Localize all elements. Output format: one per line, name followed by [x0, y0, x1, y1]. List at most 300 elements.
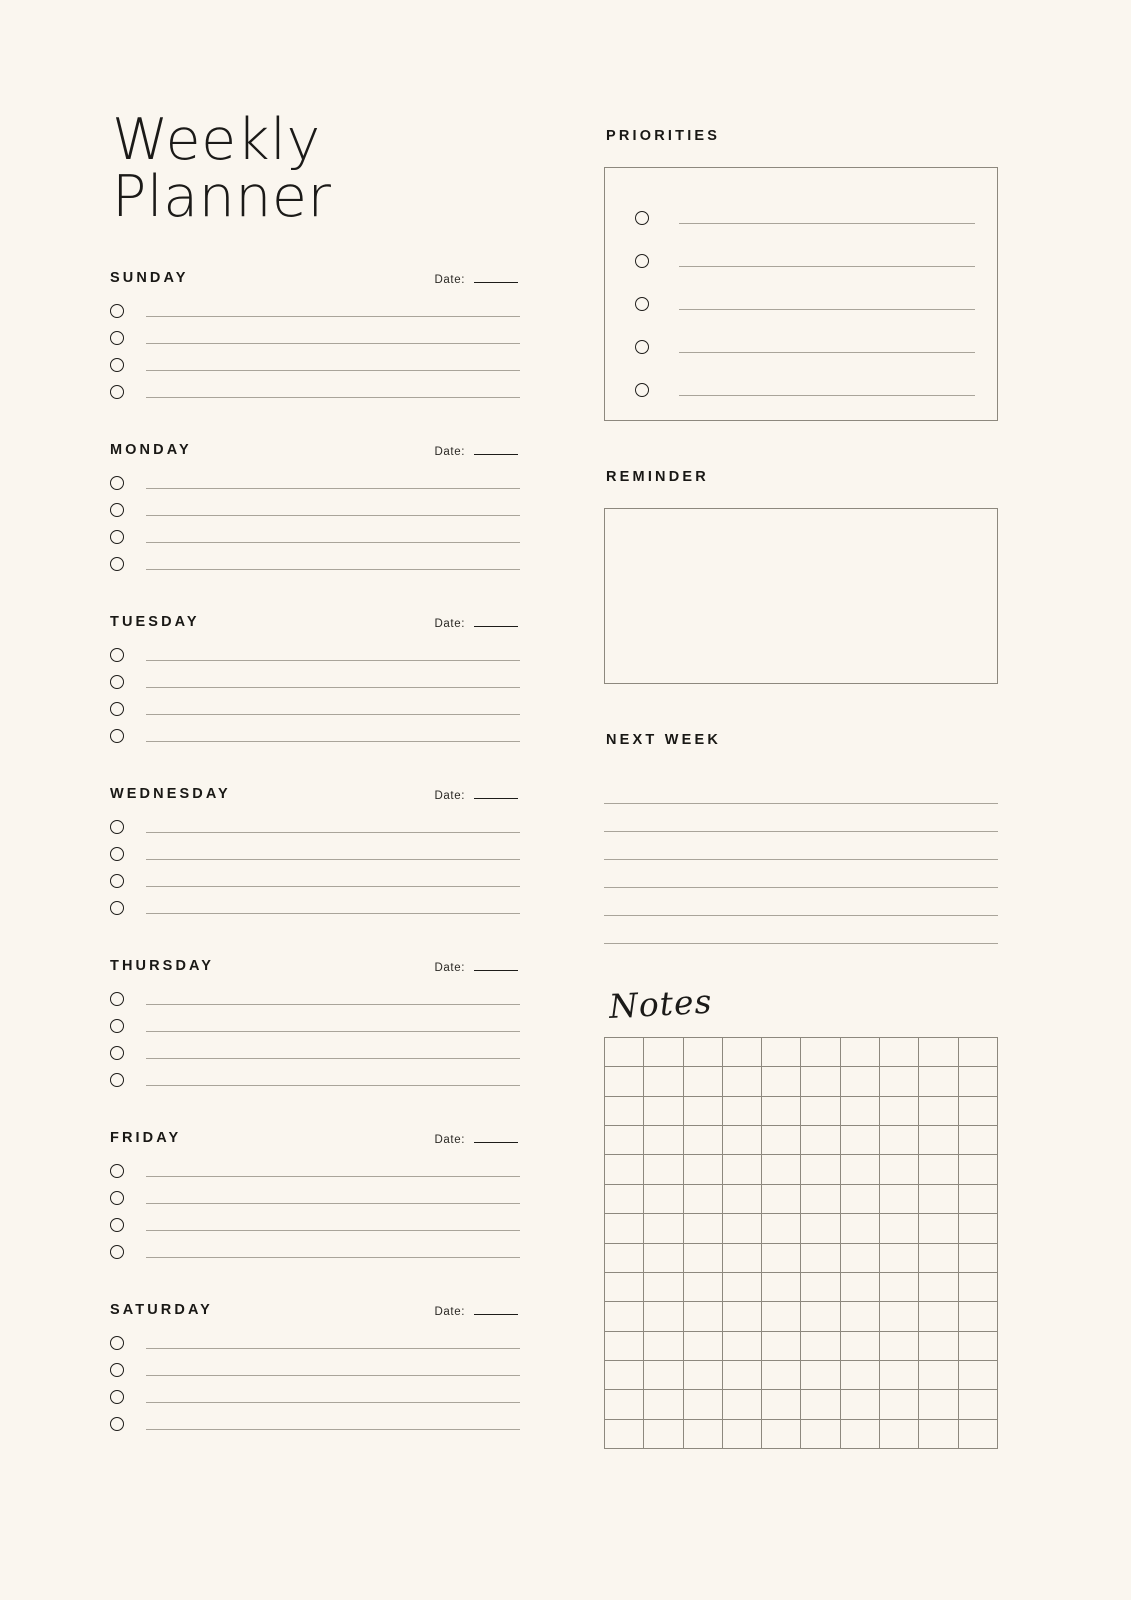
grid-cell [959, 1390, 998, 1419]
notes-grid[interactable] [604, 1037, 998, 1449]
grid-cell [644, 1420, 683, 1449]
priority-write-line[interactable] [679, 266, 975, 267]
date-write-line[interactable] [474, 1314, 518, 1315]
task-write-line[interactable] [146, 569, 520, 570]
grid-cell [801, 1097, 840, 1126]
grid-cell [841, 1273, 880, 1302]
day-header [110, 1296, 520, 1318]
checkbox-circle-icon[interactable] [110, 702, 124, 716]
task-row[interactable] [110, 1410, 520, 1437]
grid-cell [801, 1155, 840, 1184]
checkbox-circle-icon[interactable] [110, 1191, 124, 1205]
grid-cell [644, 1038, 683, 1067]
grid-cell [684, 1185, 723, 1214]
grid-cell [762, 1097, 801, 1126]
grid-cell [762, 1420, 801, 1449]
grid-cell [841, 1332, 880, 1361]
task-row[interactable] [110, 297, 520, 324]
priority-write-line[interactable] [679, 352, 975, 353]
grid-cell [959, 1097, 998, 1126]
task-write-line[interactable] [146, 397, 520, 398]
grid-cell [841, 1097, 880, 1126]
grid-cell [919, 1155, 958, 1184]
next-week-write-line[interactable] [604, 888, 998, 916]
task-row[interactable] [110, 840, 520, 867]
checkbox-circle-icon[interactable] [110, 1245, 124, 1259]
grid-cell [605, 1390, 644, 1419]
grid-cell [644, 1361, 683, 1390]
task-row[interactable] [110, 894, 520, 921]
task-write-line[interactable] [146, 1375, 520, 1376]
priorities-box[interactable] [604, 167, 998, 421]
grid-cell [880, 1244, 919, 1273]
page-title: Weekly Planner [112, 107, 332, 230]
grid-cell [919, 1420, 958, 1449]
day-block-monday [110, 436, 520, 577]
grid-cell [605, 1244, 644, 1273]
checkbox-circle-icon[interactable] [110, 358, 124, 372]
grid-cell [880, 1067, 919, 1096]
grid-cell [841, 1038, 880, 1067]
next-week-write-line[interactable] [604, 804, 998, 832]
grid-cell [684, 1244, 723, 1273]
grid-cell [801, 1361, 840, 1390]
grid-cell [605, 1038, 644, 1067]
checkbox-circle-icon[interactable] [110, 503, 124, 517]
grid-cell [644, 1185, 683, 1214]
grid-cell [605, 1302, 644, 1331]
grid-cell [959, 1038, 998, 1067]
checkbox-circle-icon[interactable] [110, 992, 124, 1006]
next-week-title: NEXT WEEK [606, 732, 721, 748]
grid-cell [644, 1332, 683, 1361]
days-column [110, 107, 520, 1468]
task-write-line[interactable] [146, 1402, 520, 1403]
grid-cell [605, 1067, 644, 1096]
day-header [110, 952, 520, 974]
task-row[interactable] [110, 1383, 520, 1410]
task-write-line[interactable] [146, 1004, 520, 1005]
grid-cell [723, 1390, 762, 1419]
priority-row[interactable] [635, 325, 975, 368]
grid-cell [684, 1214, 723, 1243]
checkbox-circle-icon[interactable] [110, 901, 124, 915]
priority-write-line[interactable] [679, 223, 975, 224]
grid-cell [723, 1038, 762, 1067]
checkbox-circle-icon[interactable] [110, 874, 124, 888]
grid-cell [605, 1185, 644, 1214]
task-write-line[interactable] [146, 1031, 520, 1032]
grid-cell [684, 1273, 723, 1302]
grid-cell [762, 1332, 801, 1361]
grid-cell [762, 1126, 801, 1155]
grid-cell [762, 1214, 801, 1243]
day-name: TUESDAY [110, 614, 200, 630]
sidebar-column [604, 128, 998, 1449]
task-write-line[interactable] [146, 1058, 520, 1059]
grid-cell [605, 1097, 644, 1126]
day-header [110, 264, 520, 286]
grid-cell [880, 1126, 919, 1155]
grid-cell [762, 1273, 801, 1302]
day-header [110, 780, 520, 802]
grid-cell [605, 1155, 644, 1184]
task-write-line[interactable] [146, 832, 520, 833]
task-write-line[interactable] [146, 1257, 520, 1258]
checkbox-circle-icon[interactable] [110, 1417, 124, 1431]
grid-cell [841, 1067, 880, 1096]
checkbox-circle-icon[interactable] [110, 675, 124, 689]
grid-cell [605, 1361, 644, 1390]
day-header [110, 608, 520, 630]
task-write-line[interactable] [146, 886, 520, 887]
grid-cell [684, 1097, 723, 1126]
task-row[interactable] [110, 1356, 520, 1383]
grid-cell [644, 1126, 683, 1155]
date-field[interactable] [435, 1134, 521, 1146]
date-field[interactable] [435, 618, 521, 630]
task-row[interactable] [110, 469, 520, 496]
checkbox-circle-icon[interactable] [110, 820, 124, 834]
grid-cell [919, 1244, 958, 1273]
grid-cell [723, 1302, 762, 1331]
task-write-line[interactable] [146, 343, 520, 344]
grid-cell [723, 1126, 762, 1155]
task-row[interactable] [110, 351, 520, 378]
checkbox-circle-icon[interactable] [110, 557, 124, 571]
grid-cell [723, 1097, 762, 1126]
grid-cell [762, 1390, 801, 1419]
grid-cell [723, 1155, 762, 1184]
next-week-write-line[interactable] [604, 776, 998, 804]
grid-cell [762, 1038, 801, 1067]
notes-title: Notes [607, 981, 714, 1026]
grid-cell [801, 1390, 840, 1419]
task-write-line[interactable] [146, 515, 520, 516]
checkbox-circle-icon[interactable] [110, 1390, 124, 1404]
grid-cell [841, 1361, 880, 1390]
checkbox-circle-icon[interactable] [110, 729, 124, 743]
grid-cell [605, 1332, 644, 1361]
task-write-line[interactable] [146, 687, 520, 688]
checkbox-circle-icon[interactable] [635, 211, 649, 225]
grid-cell [841, 1155, 880, 1184]
task-row[interactable] [110, 813, 520, 840]
grid-cell [959, 1244, 998, 1273]
grid-cell [880, 1332, 919, 1361]
checkbox-circle-icon[interactable] [110, 847, 124, 861]
task-write-line[interactable] [146, 1429, 520, 1430]
grid-cell [644, 1155, 683, 1184]
grid-cell [644, 1302, 683, 1331]
grid-cell [841, 1185, 880, 1214]
date-write-line[interactable] [474, 970, 518, 971]
date-field[interactable] [435, 274, 521, 286]
grid-cell [880, 1273, 919, 1302]
checkbox-circle-icon[interactable] [635, 383, 649, 397]
task-write-line[interactable] [146, 1348, 520, 1349]
grid-cell [762, 1155, 801, 1184]
grid-cell [880, 1097, 919, 1126]
task-write-line[interactable] [146, 660, 520, 661]
grid-cell [644, 1097, 683, 1126]
date-label: Date: [434, 790, 465, 802]
priority-row[interactable] [635, 239, 975, 282]
day-block-tuesday [110, 608, 520, 749]
spacer [604, 684, 998, 732]
grid-cell [644, 1244, 683, 1273]
checkbox-circle-icon[interactable] [635, 297, 649, 311]
grid-cell [841, 1390, 880, 1419]
grid-cell [605, 1420, 644, 1449]
grid-cell [684, 1420, 723, 1449]
task-write-line[interactable] [146, 913, 520, 914]
grid-cell [919, 1332, 958, 1361]
checkbox-circle-icon[interactable] [635, 340, 649, 354]
date-label: Date: [434, 962, 465, 974]
task-row[interactable] [110, 668, 520, 695]
date-label: Date: [434, 446, 465, 458]
grid-cell [762, 1244, 801, 1273]
grid-cell [801, 1126, 840, 1155]
grid-cell [880, 1155, 919, 1184]
task-write-line[interactable] [146, 488, 520, 489]
date-field[interactable] [435, 962, 521, 974]
grid-cell [801, 1214, 840, 1243]
task-write-line[interactable] [146, 1176, 520, 1177]
grid-cell [959, 1155, 998, 1184]
grid-cell [880, 1038, 919, 1067]
grid-cell [801, 1244, 840, 1273]
grid-cell [919, 1361, 958, 1390]
checkbox-circle-icon[interactable] [110, 1164, 124, 1178]
grid-cell [684, 1361, 723, 1390]
grid-cell [762, 1185, 801, 1214]
grid-cell [801, 1067, 840, 1096]
grid-cell [723, 1273, 762, 1302]
grid-cell [959, 1361, 998, 1390]
date-label: Date: [434, 274, 465, 286]
checkbox-circle-icon[interactable] [110, 385, 124, 399]
grid-cell [880, 1302, 919, 1331]
priority-write-line[interactable] [679, 309, 975, 310]
grid-cell [801, 1273, 840, 1302]
task-row[interactable] [110, 1329, 520, 1356]
task-row[interactable] [110, 1157, 520, 1184]
grid-cell [959, 1126, 998, 1155]
grid-cell [684, 1390, 723, 1419]
grid-cell [841, 1302, 880, 1331]
grid-cell [723, 1214, 762, 1243]
checkbox-circle-icon[interactable] [110, 476, 124, 490]
task-row[interactable] [110, 1238, 520, 1265]
grid-cell [959, 1185, 998, 1214]
grid-cell [919, 1302, 958, 1331]
priority-row[interactable] [635, 282, 975, 325]
grid-cell [919, 1038, 958, 1067]
reminder-title: REMINDER [606, 469, 709, 485]
grid-cell [880, 1390, 919, 1419]
date-label: Date: [434, 1306, 465, 1318]
checkbox-circle-icon[interactable] [110, 1336, 124, 1350]
grid-cell [959, 1420, 998, 1449]
task-row[interactable] [110, 523, 520, 550]
checkbox-circle-icon[interactable] [635, 254, 649, 268]
task-row[interactable] [110, 550, 520, 577]
grid-cell [801, 1302, 840, 1331]
task-row[interactable] [110, 1039, 520, 1066]
day-block-sunday [110, 264, 520, 405]
grid-cell [959, 1302, 998, 1331]
task-row[interactable] [110, 641, 520, 668]
grid-cell [959, 1332, 998, 1361]
grid-cell [644, 1214, 683, 1243]
task-write-line[interactable] [146, 1230, 520, 1231]
checkbox-circle-icon[interactable] [110, 648, 124, 662]
grid-cell [841, 1244, 880, 1273]
task-row[interactable] [110, 867, 520, 894]
task-row[interactable] [110, 722, 520, 749]
grid-cell [841, 1214, 880, 1243]
task-row[interactable] [110, 378, 520, 405]
checkbox-circle-icon[interactable] [110, 1046, 124, 1060]
grid-cell [684, 1332, 723, 1361]
date-label: Date: [434, 618, 465, 630]
day-block-wednesday [110, 780, 520, 921]
grid-cell [801, 1420, 840, 1449]
grid-cell [959, 1273, 998, 1302]
task-row[interactable] [110, 324, 520, 351]
day-block-friday [110, 1124, 520, 1265]
date-label: Date: [434, 1134, 465, 1146]
grid-cell [801, 1185, 840, 1214]
grid-cell [919, 1067, 958, 1096]
grid-cell [723, 1420, 762, 1449]
checkbox-circle-icon[interactable] [110, 304, 124, 318]
grid-cell [919, 1214, 958, 1243]
grid-cell [919, 1390, 958, 1419]
task-row[interactable] [110, 496, 520, 523]
grid-cell [644, 1273, 683, 1302]
spacer [604, 421, 998, 469]
date-field[interactable] [435, 1306, 521, 1318]
checkbox-circle-icon[interactable] [110, 1019, 124, 1033]
grid-cell [880, 1420, 919, 1449]
reminder-box[interactable] [604, 508, 998, 684]
grid-cell [723, 1361, 762, 1390]
checkbox-circle-icon[interactable] [110, 1073, 124, 1087]
date-write-line[interactable] [474, 282, 518, 283]
day-name: MONDAY [110, 442, 192, 458]
grid-cell [880, 1185, 919, 1214]
task-row[interactable] [110, 695, 520, 722]
grid-cell [919, 1185, 958, 1214]
task-row[interactable] [110, 1211, 520, 1238]
priority-write-line[interactable] [679, 395, 975, 396]
task-write-line[interactable] [146, 316, 520, 317]
checkbox-circle-icon[interactable] [110, 530, 124, 544]
task-row[interactable] [110, 1184, 520, 1211]
day-name: FRIDAY [110, 1130, 182, 1146]
grid-cell [684, 1155, 723, 1184]
checkbox-circle-icon[interactable] [110, 1363, 124, 1377]
task-write-line[interactable] [146, 714, 520, 715]
grid-cell [880, 1361, 919, 1390]
date-field[interactable] [435, 790, 521, 802]
next-week-write-line[interactable] [604, 916, 998, 944]
task-row[interactable] [110, 985, 520, 1012]
task-write-line[interactable] [146, 1085, 520, 1086]
grid-cell [723, 1067, 762, 1096]
grid-cell [880, 1214, 919, 1243]
date-write-line[interactable] [474, 798, 518, 799]
day-block-saturday [110, 1296, 520, 1437]
date-write-line[interactable] [474, 454, 518, 455]
grid-cell [605, 1214, 644, 1243]
day-name: SUNDAY [110, 270, 189, 286]
grid-cell [919, 1273, 958, 1302]
grid-cell [801, 1038, 840, 1067]
task-write-line[interactable] [146, 542, 520, 543]
task-row[interactable] [110, 1066, 520, 1093]
grid-cell [959, 1067, 998, 1096]
task-row[interactable] [110, 1012, 520, 1039]
grid-cell [762, 1067, 801, 1096]
grid-cell [959, 1214, 998, 1243]
task-write-line[interactable] [146, 741, 520, 742]
grid-cell [919, 1126, 958, 1155]
date-write-line[interactable] [474, 1142, 518, 1143]
grid-cell [684, 1302, 723, 1331]
checkbox-circle-icon[interactable] [110, 331, 124, 345]
grid-cell [762, 1302, 801, 1331]
day-name: SATURDAY [110, 1302, 213, 1318]
day-header [110, 436, 520, 458]
next-week-write-line[interactable] [604, 832, 998, 860]
grid-cell [723, 1332, 762, 1361]
task-write-line[interactable] [146, 859, 520, 860]
day-block-thursday [110, 952, 520, 1093]
date-field[interactable] [435, 446, 521, 458]
day-name: THURSDAY [110, 958, 215, 974]
grid-cell [684, 1038, 723, 1067]
day-header [110, 1124, 520, 1146]
grid-cell [644, 1067, 683, 1096]
task-write-line[interactable] [146, 370, 520, 371]
grid-cell [684, 1126, 723, 1155]
next-week-lines [604, 776, 998, 944]
grid-cell [605, 1273, 644, 1302]
task-write-line[interactable] [146, 1203, 520, 1204]
grid-cell [605, 1126, 644, 1155]
next-week-write-line[interactable] [604, 860, 998, 888]
priorities-title: PRIORITIES [606, 128, 721, 144]
day-name: WEDNESDAY [110, 786, 231, 802]
grid-cell [801, 1332, 840, 1361]
checkbox-circle-icon[interactable] [110, 1218, 124, 1232]
grid-cell [684, 1067, 723, 1096]
priority-row[interactable] [635, 368, 975, 411]
grid-cell [644, 1390, 683, 1419]
grid-cell [723, 1244, 762, 1273]
grid-cell [723, 1185, 762, 1214]
priority-row[interactable] [635, 196, 975, 239]
date-write-line[interactable] [474, 626, 518, 627]
grid-cell [841, 1420, 880, 1449]
grid-cell [919, 1097, 958, 1126]
grid-cell [762, 1361, 801, 1390]
grid-cell [841, 1126, 880, 1155]
